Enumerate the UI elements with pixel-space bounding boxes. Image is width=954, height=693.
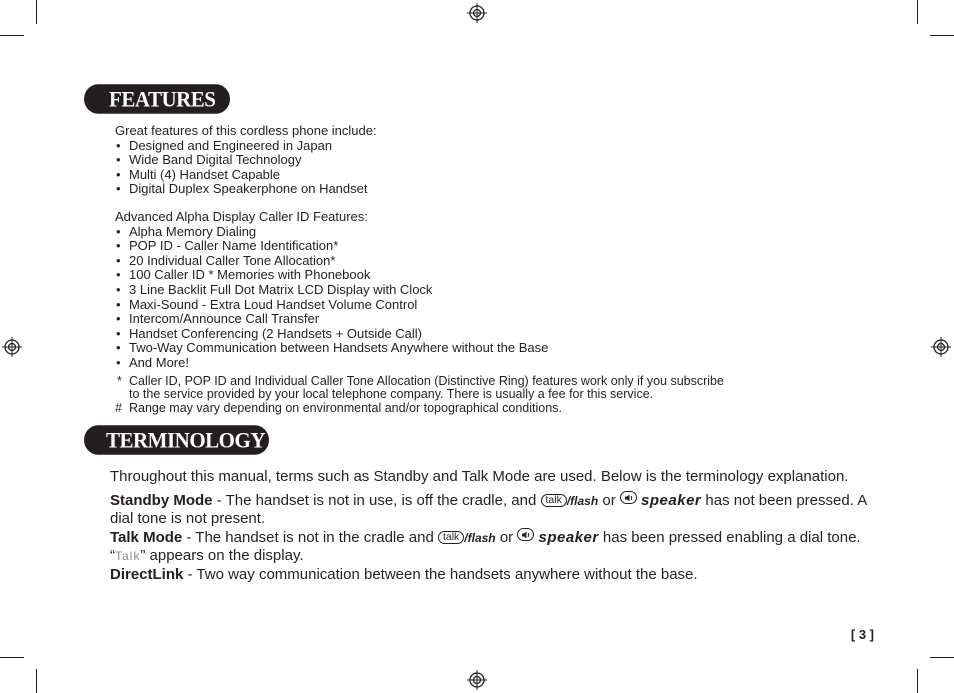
flash-label: /flash [566,493,599,508]
caller-id-intro: Advanced Alpha Display Caller ID Features: [115,208,368,224]
or-word: or [602,491,616,509]
list-item: • Designed and Engineered in Japan [115,139,835,154]
directlink-text: - Two way communication between the handsets anywhere without the base. [183,565,698,583]
speaker-key-icon [517,528,534,541]
list-item: • Multi (4) Handset Capable [115,168,835,183]
registration-mark-icon [467,3,487,23]
page-number: [ 3 ] [850,627,874,642]
features-section [115,124,835,371]
note-star-line2: to the service provided by your local telephone company. There is usually a fee for this service. [129,387,654,402]
standby-term: Standby Mode [110,491,213,509]
list-item: • Two-Way Communication between Handsets Anywhere without the Base [115,341,835,356]
list-item: • Maxi-Sound - Extra Loud Handset Volume Control [115,298,835,313]
terminology-intro: Throughout this manual, terms such as Standby and Talk Mode are used. Below is the terminology explanation. [110,468,849,485]
note-star-line1: Caller ID, POP ID and Individual Caller Tone Allocation (Distinctive Ring) features work only if you subscribe [129,374,724,388]
list-item: • 3 Line Backlit Full Dot Matrix LCD Display with Clock [115,283,835,298]
caller-id-list [115,225,835,371]
crop-mark [917,669,918,693]
list-item: • Wide Band Digital Technology [115,153,835,168]
speaker-key-icon [620,491,637,504]
terminology-section [110,468,880,583]
crop-mark [36,0,37,24]
features-list [115,139,835,197]
standby-text: - The handset is not in use, is off the cradle, and [212,491,541,509]
talk-text: - The handset is not in the cradle and [182,528,438,546]
or-word: or [499,528,514,546]
crop-mark [0,35,24,36]
list-item: • 20 Individual Caller Tone Allocation* [115,254,835,269]
standby-mode-definition [110,491,880,528]
features-intro: Great features of this cordless phone include: [115,123,377,138]
crop-mark [0,657,24,658]
list-item: • And More! [115,356,835,371]
features-notes [115,375,835,415]
note-hash-mark: # [115,400,122,415]
speaker-label: speaker [538,528,599,546]
terminology-heading: TERMINOLOGY [84,425,269,454]
crop-mark [930,35,954,36]
speaker-label: speaker [641,491,702,509]
directlink-term: DirectLink [110,565,184,583]
talk-key-icon: talk [541,494,567,507]
directlink-definition [110,566,880,584]
list-item: • Intercom/Announce Call Transfer [115,312,835,327]
list-item: • Handset Conferencing (2 Handsets + Outside Call) [115,327,835,342]
list-item: • POP ID - Caller Name Identification* [115,239,835,254]
standby-text-end: has not been pressed. A dial tone is not present. [110,491,867,527]
registration-mark-icon [931,337,951,357]
registration-mark-icon [467,670,487,690]
note-star-mark: * [117,374,122,388]
features-heading: FEATURES [84,84,230,113]
note-hash [115,402,835,415]
crop-mark [36,669,37,693]
talk-text-mid: has been pressed enabling a dial tone. “ [110,528,861,564]
list-item: • Digital Duplex Speakerphone on Handset [115,182,835,197]
note-star [115,375,835,402]
registration-mark-icon [2,337,22,357]
talk-text-end: ” appears on the display. [140,547,304,564]
talk-key-icon: talk [438,531,464,544]
crop-mark [917,0,918,24]
list-item: • Alpha Memory Dialing [115,225,835,240]
note-hash-text: Range may vary depending on environmental and/or topographical conditions. [129,400,562,415]
flash-label: /flash [464,530,496,545]
crop-mark [930,657,954,658]
talk-term: Talk Mode [110,528,183,546]
talk-mode-definition [110,528,880,566]
talk-display-text: Talk [115,549,141,563]
list-item: • 100 Caller ID * Memories with Phonebook [115,268,835,283]
